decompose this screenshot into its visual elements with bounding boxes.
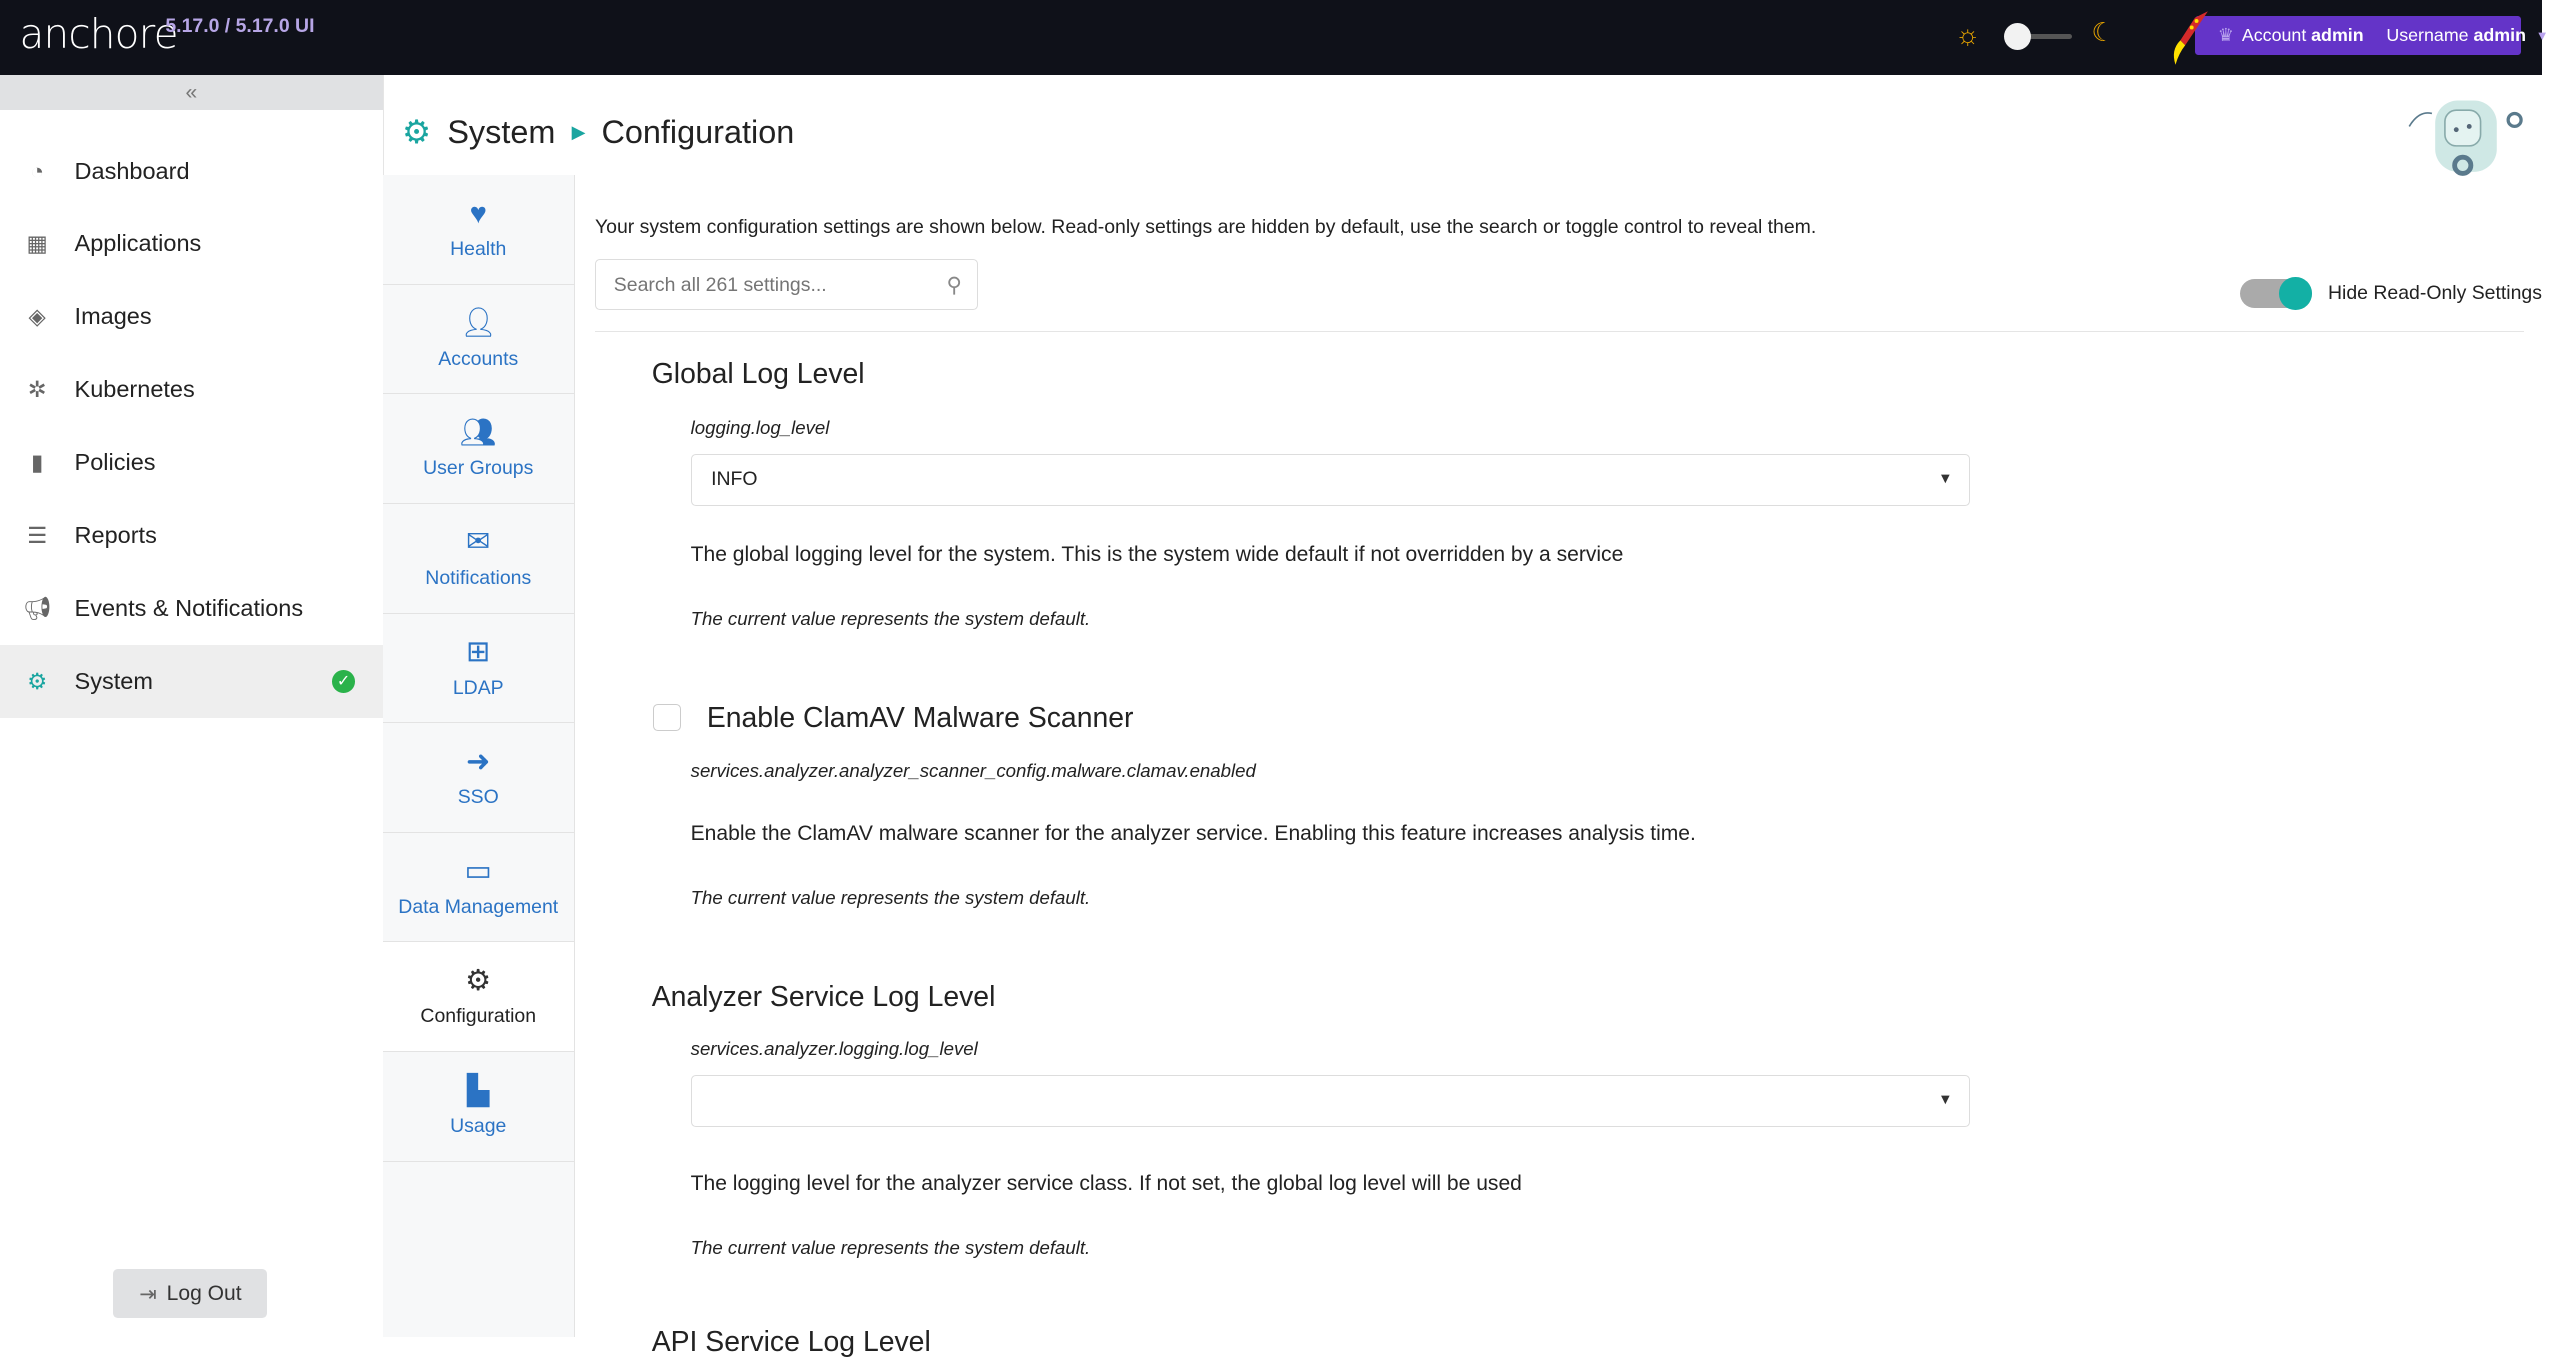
subnav-configuration[interactable] [383,942,574,1052]
setting-note: The current value represents the system default. [690,1236,1091,1258]
sidebar-item-events[interactable] [0,572,383,645]
sitemap-icon: ⊞ [466,636,491,669]
sidebar-item-dashboard[interactable] [0,135,383,208]
search-icon[interactable]: ⚲ [946,273,962,297]
subnav-sso[interactable] [383,723,574,833]
hdd-icon: ▭ [464,855,493,888]
sidebar-item-applications[interactable] [0,208,383,281]
crown-icon: ♛ [2217,25,2234,46]
briefcase-icon: ▮ [31,449,44,476]
divider [595,331,2524,333]
users-icon: 👥︎ [459,416,497,449]
list-icon: ☰ [27,522,48,549]
sidebar-item-label: Policies [74,449,156,476]
theme-toggle[interactable] [2004,23,2072,49]
subnav-notifications[interactable] [383,504,574,614]
gear-icon: ⚙ [27,668,48,695]
anchore-logo[interactable]: anchore [19,9,178,58]
setting-title: API Service Log Level [651,1326,931,1359]
setting-title: Global Log Level [651,358,865,391]
username-label: Username [2386,25,2469,46]
sidebar-item-reports[interactable] [0,499,383,572]
select-value: INFO [711,467,758,490]
sidebar-item-label: Dashboard [74,157,190,184]
sidebar-item-kubernetes[interactable] [0,353,383,426]
account-menu[interactable] [2195,16,2549,55]
dashboard-icon: ◔ [30,157,45,184]
caret-down-icon: ▼ [1938,1091,1953,1108]
setting-description: The global logging level for the system. This is the system wide default if not overridden by a service [690,543,1624,567]
sidebar-item-images[interactable] [0,280,383,353]
account-label: Account [2241,25,2307,46]
logout-button[interactable] [113,1269,267,1318]
sidebar-item-label: Reports [74,522,157,549]
user-icon: 👤︎ [459,307,497,340]
setting-key: logging.log_level [690,416,830,438]
setting-key: services.analyzer.analyzer_scanner_config.malware.clamav.enabled [690,760,1256,782]
subnav-accounts[interactable] [383,285,574,395]
sun-icon: ☼ [1955,19,1981,51]
subnav-label: LDAP [452,676,504,699]
collapse-sidebar-button[interactable]: « [0,75,383,111]
subnav-label: SSO [457,786,499,809]
sidebar-item-policies[interactable] [0,426,383,499]
robot-illustration [2406,94,2526,178]
subnav-label: User Groups [423,457,534,480]
subnav-label: Health [450,238,507,261]
grid-icon: ▦ [26,230,48,257]
setting-title: Analyzer Service Log Level [651,980,996,1013]
sign-in-icon: ➜ [466,745,491,778]
sidebar [0,75,384,1338]
setting-key: services.analyzer.logging.log_level [690,1037,978,1059]
helm-icon: ✲ [27,376,47,403]
subnav-label: Configuration [420,1005,537,1028]
subnav-user-groups[interactable] [383,394,574,504]
envelope-icon: ✉ [466,526,491,559]
subnav-ldap[interactable] [383,614,574,724]
breadcrumb [402,113,794,151]
heartbeat-icon: ♥ [469,197,487,230]
megaphone-icon: 📢︎ [22,595,52,622]
system-subnav [383,175,575,1337]
setting-note: The current value represents the system default. [690,886,1091,908]
settings-search[interactable] [595,259,978,309]
subnav-label: Notifications [425,566,532,589]
sidebar-item-label: Kubernetes [74,376,195,403]
global-log-level-select[interactable] [691,454,1970,506]
sign-out-icon: ⇥ [139,1282,157,1306]
breadcrumb-parent[interactable]: System [447,113,556,150]
search-input[interactable] [596,260,941,310]
chevron-down-icon: ▼ [2535,28,2549,44]
caret-down-icon: ▼ [1938,470,1953,487]
sidebar-item-system[interactable] [0,645,383,718]
sidebar-item-label: Events & Notifications [74,595,304,622]
gear-icon: ⚙ [402,114,432,151]
clamav-checkbox[interactable] [653,704,681,732]
sidebar-item-label: System [74,668,153,695]
subnav-data-management[interactable] [383,833,574,943]
hide-readonly-toggle[interactable] [2240,279,2311,308]
hide-readonly-label: Hide Read-Only Settings [2328,281,2542,304]
subnav-health[interactable] [383,175,574,285]
analyzer-log-level-select[interactable] [691,1075,1970,1127]
caret-right-icon: ▶ [571,121,586,142]
setting-description: Enable the ClamAV malware scanner for the analyzer service. Enabling this feature increases analysis time. [690,821,1696,845]
rocket-icon [2169,8,2211,66]
bar-chart-icon: ▙ [467,1074,490,1107]
top-header [0,0,2549,75]
intro-text: Your system configuration settings are shown below. Read-only settings are hidden by default, use the search or toggle control to reveal them. [594,215,1817,238]
subnav-usage[interactable] [383,1052,574,1162]
subnav-label: Accounts [438,347,519,370]
page-title: Configuration [601,113,795,150]
gear-icon: ⚙ [465,964,492,997]
subnav-label: Data Management [398,895,559,918]
moon-icon: ☾ [2091,18,2115,47]
setting-note: The current value represents the system default. [690,607,1091,629]
sidebar-item-label: Images [74,303,152,330]
logout-label: Log Out [166,1281,242,1305]
sidebar-item-label: Applications [74,230,202,257]
check-circle-icon: ✓ [332,670,355,693]
tags-icon: ◈ [28,303,46,330]
username-value: admin [2473,25,2526,46]
version-label: 5.17.0 / 5.17.0 UI [165,14,315,37]
hide-readonly-control [2240,279,2541,308]
setting-description: The logging level for the analyzer service class. If not set, the global log level will be used [690,1172,1522,1196]
setting-title: Enable ClamAV Malware Scanner [706,701,1134,734]
subnav-label: Usage [450,1115,507,1138]
account-value: admin [2311,25,2364,46]
